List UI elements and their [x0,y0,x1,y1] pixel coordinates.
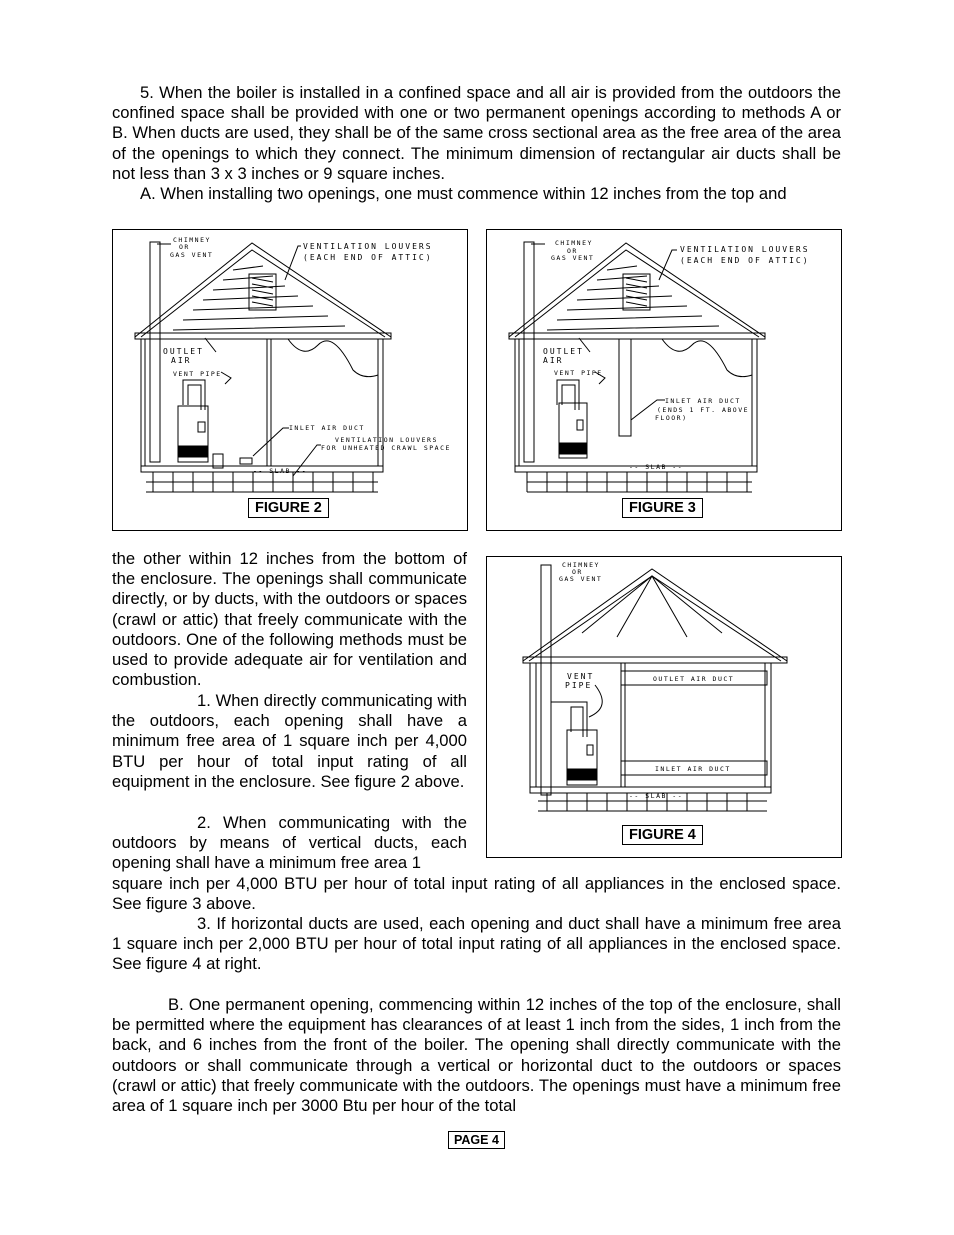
chimney-label-or: OR [572,568,583,576]
figure-2-labels [163,236,451,475]
outlet-air-label: AIR [171,356,192,365]
figure-4-drawing [487,557,843,859]
figure-3-drawing [487,230,843,532]
vent-pipe-label: VENT PIPE [173,370,222,378]
chimney-label-or: OR [179,243,190,251]
chimney-label: CHIMNEY [555,239,593,247]
inlet-duct-label: INLET AIR DUCT [665,397,741,405]
louvers-label-sub: (EACH END OF ATTIC) [680,256,810,265]
chimney-label: CHIMNEY [562,561,600,569]
crawl-louvers-label-sub: FOR UNHEATED CRAWL SPACE [321,444,451,452]
slab-label: -- SLAB -- [629,463,684,471]
outlet-air-label: AIR [543,356,564,365]
pipe-label: PIPE [565,681,593,690]
chimney-label-or: OR [567,247,578,255]
outlet-label: OUTLET [163,347,204,356]
gas-vent-label: GAS VENT [559,575,603,583]
inlet-duct-label-sub: (ENDS 1 FT. ABOVE [657,406,750,414]
inlet-duct-label: INLET AIR DUCT [289,424,365,432]
figure-2-caption: FIGURE 2 [248,498,329,518]
paragraph-b: B. One permanent opening, commencing within 12 inches of the top of the enclosure, shall be permitted where the equipment has clearances of at least 1 inch from the sides, 1 inch from the back, and 6 inches from the front of the boiler. The opening shall directly communicate with the outdoors or shall communicate through a vertical or horizontal duct to the outdoors or spaces (crawl or attic) that freely communicate with the outdoors. The openings must have a minimum free area of 1 square inch per 3000 Btu per hour of the total [112,995,841,1116]
slab-label: -- SLAB -- [629,792,684,800]
inlet-duct-label: INLET AIR DUCT [655,765,731,773]
figure-2 [112,229,468,531]
figure-2-drawing [113,230,469,532]
paragraph-3: 3. If horizontal ducts are used, each opening and duct shall have a minimum free area 1 square inch per 2,000 BTU per hour of total input rating of all appliances in the enclosed space. See figure 4 at right. [112,914,841,974]
outlet-label: OUTLET [543,347,584,356]
paragraph-2-start: 2. When communicating with the outdoors by means of vertical ducts, each opening shall have a minimum free area 1 [112,813,467,873]
inlet-duct-label-floor: FLOOR) [655,414,688,422]
page-number: PAGE 4 [448,1131,505,1149]
louvers-label-sub: (EACH END OF ATTIC) [303,253,433,262]
gas-vent-label: GAS VENT [170,251,214,259]
chimney-label: CHIMNEY [173,236,211,244]
paragraph-5: 5. When the boiler is installed in a confined space and all air is provided from the outdoors the confined space shall be provided with one or two permanent openings according to methods A or B. When ducts are used, they shall be of the same cross sectional area as the free area of the area of the openings to which they connect. The minimum dimension of rectangular air ducts shall be not less than 3 x 3 inches or 9 square inches. [112,83,841,183]
figure-3 [486,229,842,531]
vent-pipe-label: VENT PIPE [554,369,603,377]
paragraph-2-end: square inch per 4,000 BTU per hour of total input rating of all appliances in the enclosed space. See figure 3 above. [112,874,841,914]
figure-4-labels [559,561,734,800]
paragraph-a-start: A. When installing two openings, one must commence within 12 inches from the top and [140,184,787,203]
louvers-label: VENTILATION LOUVERS [680,245,810,254]
figure-4 [486,556,842,858]
vent-label: VENT [567,672,595,681]
paragraph-a-continued: the other within 12 inches from the bottom of the enclosure. The openings shall communicate directly, or by ducts, with the outdoors or spaces (crawl or attic) that freely communicate with the outdoors. One of the following methods must be used to provide adequate air for ventilation and combustion. [112,549,467,690]
gas-vent-label: GAS VENT [551,254,595,262]
figure-3-labels [543,239,810,471]
figure-4-caption: FIGURE 4 [622,825,703,845]
outlet-duct-label: OUTLET AIR DUCT [653,675,735,683]
crawl-louvers-label: VENTILATION LOUVERS [335,436,438,444]
slab-label: -- SLAB -- [253,467,308,475]
figure-3-caption: FIGURE 3 [622,498,703,518]
louvers-label: VENTILATION LOUVERS [303,242,433,251]
paragraph-1: 1. When directly communicating with the outdoors, each opening shall have a minimum free area of 1 square inch per 4,000 BTU per hour of total input rating of all equipment in the enclosure. See figure 2 above. [112,691,467,791]
